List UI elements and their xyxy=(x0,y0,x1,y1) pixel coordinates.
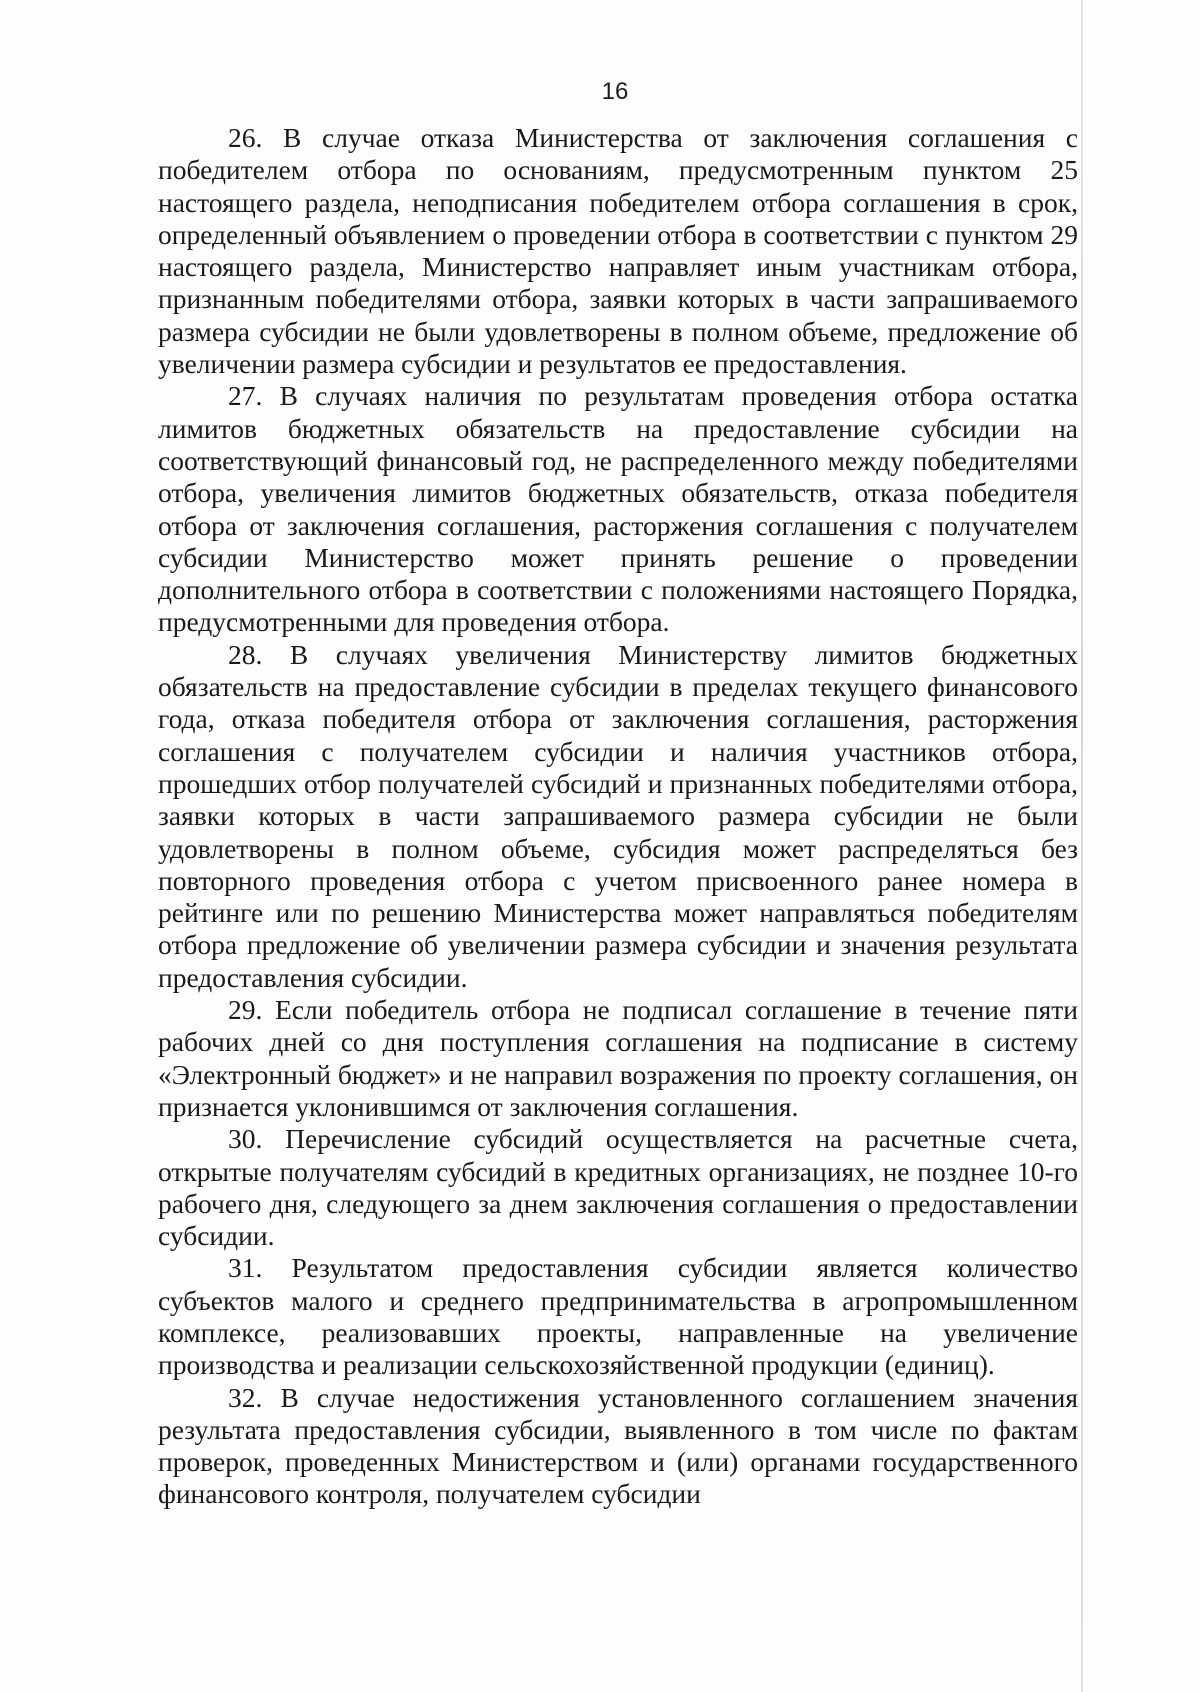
paragraph-28: 28. В случаях увеличения Министерству лимитов бюджетных обязательств на предоставление субсидии в пределах текущего финансового года, отказа победителя отбора от заключения соглашения, расторжения соглашения с получателем субсидии и наличия участников отбора, прошедших отбор получателей субсидий и признанных победителями отбора, заявки которых в части запрашиваемого размера субсидии не были удовлетворены в полном объеме, субсидия может распределяться без повторного проведения отбора с учетом присвоенного ранее номера в рейтинге или по решению Министерства может направляться победителям отбора предложение об увеличении размера субсидии и значения результата предоставления субсидии. xyxy=(158,638,1078,993)
paragraph-31: 31. Результатом предоставления субсидии является количество субъектов малого и среднего предпринимательства в агропромышленном комплексе, реализовавших проекты, направленные на увеличение производства и реализации сельскохозяйственной продукции (единиц). xyxy=(158,1252,1078,1381)
paragraph-32: 32. В случае недостижения установленного соглашением значения результата предоставления субсидии, выявленного в том числе по фактам проверок, проведенных Министерством и (или) органами государственного финансового контроля, получателем субсидии xyxy=(158,1381,1078,1510)
paragraph-29: 29. Если победитель отбора не подписал соглашение в течение пяти рабочих дней со дня поступления соглашения на подписание в систему «Электронный бюджет» и не направил возражения по проекту соглашения, он признается уклонившимся от заключения соглашения. xyxy=(158,994,1078,1122)
document-body xyxy=(158,122,1078,1511)
scan-edge-line xyxy=(1081,0,1083,1692)
paragraph-26: 26. В случае отказа Министерства от заключения соглашения с победителем отбора по основаниям, предусмотренным пунктом 25 настоящего раздела, неподписания победителем отбора соглашения в срок, определенный объявлением о проведении отбора в соответствии с пунктом 29 настоящего раздела, Министерство направляет иным участникам отбора, признанным победителями отбора, заявки которых в части запрашиваемого размера субсидии не были удовлетворены в полном объеме, предложение об увеличении размера субсидии и результатов ее предоставления. xyxy=(158,122,1078,380)
paragraph-30: 30. Перечисление субсидий осуществляется на расчетные счета, открытые получателям субсидий в кредитных организациях, не позднее 10-го рабочего дня, следующего за днем заключения соглашения о предоставлении субсидии. xyxy=(158,1123,1078,1252)
page-number: 16 xyxy=(601,78,629,105)
paragraph-27: 27. В случаях наличия по результатам проведения отбора остатка лимитов бюджетных обязательств на предоставление субсидии на соответствующий финансовый год, не распределенного между победителями отбора, увеличения лимитов бюджетных обязательств, отказа победителя отбора от заключения соглашения, расторжения соглашения с получателем субсидии Министерство может принять решение о проведении дополнительного отбора в соответствии с положениями настоящего Порядка, предусмотренными для проведения отбора. xyxy=(158,380,1078,638)
